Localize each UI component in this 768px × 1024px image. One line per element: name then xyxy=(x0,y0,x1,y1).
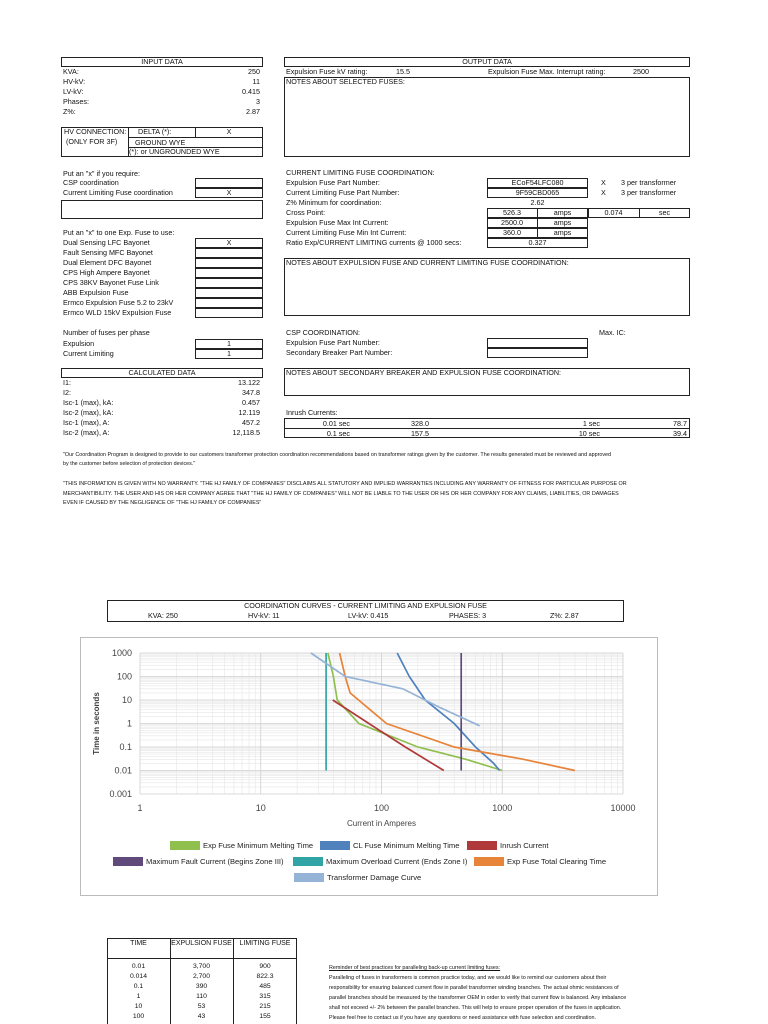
require-item-label: CSP coordination xyxy=(63,178,119,187)
clf-exp-part-note: 3 per transformer xyxy=(621,178,677,187)
input-label: Z%: xyxy=(63,107,76,116)
exp-fuse-label: CPS High Ampere Bayonet xyxy=(63,268,150,277)
x-axis-title: Current in Amperes xyxy=(347,819,416,828)
calculated-label: Isc-2 (max), A: xyxy=(63,428,110,437)
legend-swatch xyxy=(170,841,200,850)
csp-title: CSP COORDINATION: xyxy=(286,328,361,337)
num-fuses-title: Number of fuses per phase xyxy=(63,328,150,337)
reminder-line: responsibility for ensuring balanced current flow in parallel transformer winding branches. The actual ohmic resistances of xyxy=(329,985,619,991)
calculated-label: I1: xyxy=(63,378,71,387)
fuse-table-cell: 10 xyxy=(134,1003,143,1010)
inrush-time: 0.1 sec xyxy=(326,429,350,438)
calculated-label: I2: xyxy=(63,388,71,397)
fuse-table-cell: 53 xyxy=(197,1003,206,1010)
legend-swatch xyxy=(294,873,324,882)
exp-fuse-label: Ermco Expulsion Fuse 5.2 to 23kV xyxy=(63,298,174,307)
fuse-table-cell: 315 xyxy=(259,993,271,1000)
clf-cl-part-mark: X xyxy=(601,188,606,197)
output-data-title: OUTPUT DATA xyxy=(462,57,512,66)
input-label: Phases: xyxy=(63,97,89,106)
input-value[interactable]: 2.87 xyxy=(246,107,260,116)
cross-time-unit: sec xyxy=(658,208,671,217)
inrush-value: 328.0 xyxy=(411,419,429,428)
y-tick-label: 0.001 xyxy=(109,789,132,799)
selected-fuses-notes[interactable] xyxy=(284,77,690,157)
x-tick-label: 10 xyxy=(255,803,266,813)
fuse-table-cell: 215 xyxy=(259,1003,271,1010)
exp-fuse-label: Ermco WLD 15kV Expulsion Fuse xyxy=(63,308,172,317)
clf-exp-part-label: Expulsion Fuse Part Number: xyxy=(286,178,380,187)
csp-exp-label: Expulsion Fuse Part Number: xyxy=(286,338,380,347)
y-tick-label: 1000 xyxy=(111,648,132,658)
fuse-table-cell: 390 xyxy=(195,983,208,990)
legend-swatch xyxy=(320,841,350,850)
hv-connection-label: HV CONNECTION: xyxy=(64,127,127,136)
input-value[interactable]: 11 xyxy=(252,77,260,86)
calculated-value: 347.8 xyxy=(242,388,260,397)
reminder-line: Please feel free to contact us if you have any questions or need assistance with fuse selection and coordination. xyxy=(329,1015,596,1021)
y-tick-label: 0.1 xyxy=(119,742,132,752)
x-tick-label: 100 xyxy=(373,803,390,813)
num-fuses-value: 1 xyxy=(227,339,231,348)
cross-time-value: 0.074 xyxy=(604,208,623,217)
exp-fuse-checkbox[interactable] xyxy=(195,308,263,318)
disclaimer-p2c: EVEN IF CAUSED BY THE NEGLIGENCE OF "THE HJ FAMILY OF COMPANIES" xyxy=(63,500,262,506)
clf-cl-part-note: 3 per transformer xyxy=(621,188,677,197)
ratio-label: Ratio Exp/CURRENT LIMITING currents @ 1000 secs: xyxy=(286,238,462,247)
disclaimer-p1b: by the customer before selection of protection devices." xyxy=(63,461,196,467)
fuse-table-cell: 485 xyxy=(259,983,271,990)
ratio-value: 0.327 xyxy=(528,238,547,247)
csp-sec-input[interactable] xyxy=(487,348,588,358)
require-prompt: Put an "x" if you require: xyxy=(63,169,141,178)
csp-sec-label: Secondary Breaker Part Number: xyxy=(286,348,393,357)
exp-fuse-label: CPS 38KV Bayonet Fuse Link xyxy=(63,278,159,287)
csp-exp-input[interactable] xyxy=(487,338,588,348)
inrush-title: Inrush Currents: xyxy=(286,408,338,417)
legend-swatch xyxy=(474,857,504,866)
fuse-table-cell: 900 xyxy=(259,963,271,970)
exp-fuse-mark: X xyxy=(226,238,232,247)
calculated-value: 0.457 xyxy=(242,398,260,407)
exp-kv-label: Expulsion Fuse kV rating: xyxy=(286,67,368,76)
exp-kv-value: 15.5 xyxy=(396,67,410,76)
series-line-6 xyxy=(340,653,575,771)
y-tick-label: 1 xyxy=(126,718,132,729)
chart-header-title: COORDINATION CURVES - CURRENT LIMITING AND EXPULSION FUSE xyxy=(244,601,487,610)
legend-label: Inrush Current xyxy=(500,841,549,850)
legend-label: Transformer Damage Curve xyxy=(327,873,422,882)
inrush-value: 157.5 xyxy=(411,429,429,438)
legend-swatch xyxy=(293,857,323,866)
calculated-value: 457.2 xyxy=(242,418,260,427)
fuse-table-header: LIMITING FUSE xyxy=(239,940,291,947)
fuse-table-header-divider xyxy=(107,958,297,959)
calculated-label: Isc-1 (max), kA: xyxy=(63,398,114,407)
ground-wye-option[interactable]: GROUND WYE xyxy=(135,138,186,147)
exp-fuse-checkbox[interactable] xyxy=(195,298,263,308)
legend-label: CL Fuse Minimum Melting Time xyxy=(353,841,460,850)
require-item-label: Current Limiting Fuse coordination xyxy=(63,188,173,197)
input-label: KVA: xyxy=(63,67,79,76)
inrush-time: 1 sec xyxy=(582,419,600,428)
exp-fuse-prompt: Put an "x" to one Exp. Fuse to use: xyxy=(63,228,175,237)
disclaimer-p2a: "THIS INFORMATION IS GIVEN WITH NO WARRANTY. "THE HJ FAMILY OF COMPANIES" DISCLAIMS ALL STATUTORY AND IMPLIED WARRANTIES INCLUDING ANY WARRANTY OF FITNESS FOR PARTICULAR PURPOSE OR xyxy=(63,481,627,487)
max-int-label: Expulsion Fuse Max Int Current: xyxy=(286,218,389,227)
num-fuses-label: Current Limiting xyxy=(63,349,114,358)
max-int-value: 2500.0 xyxy=(501,218,523,227)
legend-swatch xyxy=(113,857,143,866)
calculated-label: Isc-2 (max), kA: xyxy=(63,408,114,417)
csp-notes-label: NOTES ABOUT SECONDARY BREAKER AND EXPULSION FUSE COORDINATION: xyxy=(286,368,562,377)
fuse-table-cell: 155 xyxy=(259,1013,271,1020)
clf-exp-part-value: ECoF54LFC080 xyxy=(511,178,564,187)
clf-cl-part-label: Current Limiting Fuse Part Number: xyxy=(286,188,400,197)
clf-notes-label: NOTES ABOUT EXPULSION FUSE AND CURRENT LIMITING FUSE COORDINATION: xyxy=(286,258,569,267)
chart-header-lv: LV-kV: 0.415 xyxy=(348,611,389,620)
fuse-table-cell: 0.014 xyxy=(129,973,147,980)
inrush-time: 10 sec xyxy=(578,429,600,438)
y-tick-label: 100 xyxy=(116,671,132,682)
cross-point-label: Cross Point: xyxy=(286,208,326,217)
hv-connection-sublabel: (ONLY FOR 3F) xyxy=(66,137,118,146)
disclaimer-p1a: "Our Coordination Program is designed to provide to our customers transformer protection coordination recommendations based on transformer ratings given by the customer. The results generated must be reviewed and approved xyxy=(63,452,612,458)
legend-swatch xyxy=(467,841,497,850)
require-item-checkbox[interactable] xyxy=(195,178,263,188)
input-value[interactable]: 250 xyxy=(248,67,260,76)
exp-fuse-checkbox[interactable] xyxy=(195,268,263,278)
calculated-data-title: CALCULATED DATA xyxy=(128,368,196,377)
cross-point-value: 526.3 xyxy=(503,208,521,217)
y-tick-label: 0.01 xyxy=(114,765,132,776)
legend-label: Exp Fuse Minimum Melting Time xyxy=(203,841,314,850)
min-int-value: 360.0 xyxy=(503,228,521,237)
chart-header-phases: PHASES: 3 xyxy=(449,611,487,620)
legend-label: Maximum Overload Current (Ends Zone I) xyxy=(326,857,468,866)
calculated-value: 12,118.5 xyxy=(232,428,260,437)
y-tick-label: 10 xyxy=(121,695,132,705)
legend-label: Exp Fuse Total Clearing Time xyxy=(507,857,607,866)
inrush-time: 0.01 sec xyxy=(322,419,350,428)
interrupt-label: Expulsion Fuse Max. Interrupt rating: xyxy=(488,67,606,76)
exp-fuse-checkbox[interactable] xyxy=(195,248,263,258)
zmin-value: 2.62 xyxy=(530,198,545,207)
exp-fuse-checkbox[interactable] xyxy=(195,258,263,268)
max-int-unit: amps xyxy=(553,218,572,227)
y-axis-title: Time in seconds xyxy=(92,692,101,755)
fuse-table-header: TIME xyxy=(130,940,147,947)
fuse-table-cell: 0.1 xyxy=(133,983,144,990)
delta-mark[interactable]: X xyxy=(226,127,232,136)
interrupt-value: 2500 xyxy=(633,67,649,76)
exp-fuse-label: ABB Expulsion Fuse xyxy=(63,288,129,297)
chart-header-hv: HV-kV: 11 xyxy=(248,611,280,620)
fuse-table-cell: 1 xyxy=(136,993,141,1000)
series-line-3 xyxy=(333,700,444,771)
fuse-table-cell: 43 xyxy=(197,1013,206,1020)
input-label: HV-kV: xyxy=(63,77,86,86)
fuse-table-cell: 100 xyxy=(132,1013,145,1020)
zmin-label: Z% Minimum for coordination: xyxy=(286,198,382,207)
fuse-table-cell: 822.3 xyxy=(256,973,274,980)
clf-cl-part-value: 9F59CBD065 xyxy=(515,188,560,197)
x-tick-label: 1 xyxy=(137,803,143,813)
exp-fuse-checkbox[interactable] xyxy=(195,278,263,288)
input-value[interactable]: 3 xyxy=(256,97,260,106)
num-fuses-value: 1 xyxy=(227,349,231,358)
fuse-table-header: EXPULSION FUSE xyxy=(171,940,232,947)
disclaimer-p2b: MERCHANTIBILITY. THE USER AND HIS OR HER COMPANY AGREE THAT "THE HJ FAMILY OF COMPANIES" WILL NOT BE LIABLE TO THE USER OR HIS OR HER COMPANY FOR ANY CLAIMS, LIABILITIES, OR DAMAGES xyxy=(63,491,619,497)
clf-title: CURRENT LIMITING FUSE COORDINATION: xyxy=(286,168,435,177)
reminder-line: parallel branches should be measured by the transformer OEM in order to verify that current flow is balanced. Any imbalance xyxy=(329,995,627,1001)
chart-header-kva: KVA: 250 xyxy=(148,611,178,620)
fuse-table-cell: 110 xyxy=(196,993,207,1000)
inrush-value: 39.4 xyxy=(673,429,687,438)
require-notes-box[interactable] xyxy=(61,200,263,219)
exp-fuse-label: Dual Element DFC Bayonet xyxy=(63,258,152,267)
legend-label: Maximum Fault Current (Begins Zone III) xyxy=(146,857,284,866)
input-label: LV-kV: xyxy=(63,87,84,96)
clf-exp-part-mark: X xyxy=(601,178,606,187)
delta-option: DELTA (*): xyxy=(138,127,172,136)
exp-fuse-label: Dual Sensing LFC Bayonet xyxy=(63,238,150,247)
fuse-table-cell: 0.01 xyxy=(131,963,146,970)
min-int-label: Current Limiting Fuse Min Int Current: xyxy=(286,228,407,237)
reminder-line: shall not exceed +/- 2% between the parallel branches. This will help to ensure proper operation of the fuses in application. xyxy=(329,1005,622,1011)
input-value[interactable]: 0.415 xyxy=(242,87,260,96)
x-tick-label: 10000 xyxy=(610,803,636,813)
ungrounded-wye-option: (*): or UNGROUNDED WYE xyxy=(129,147,220,156)
calculated-value: 13.122 xyxy=(238,378,260,387)
reminder-line: Paralleling of fuses in transformers is common practice today, and we would like to remind our customers about their xyxy=(329,975,607,981)
calculated-label: Isc-1 (max), A: xyxy=(63,418,110,427)
min-int-unit: amps xyxy=(553,228,572,237)
exp-fuse-label: Fault Sensing MFC Bayonet xyxy=(63,248,153,257)
reminder-title: Reminder of best practices for paralleling back-up current limiting fuses: xyxy=(329,965,501,971)
max-ic-label: Max. IC: xyxy=(599,328,626,337)
input-data-title: INPUT DATA xyxy=(141,57,183,66)
x-tick-label: 1000 xyxy=(492,803,513,813)
calculated-value: 12.119 xyxy=(238,408,260,417)
exp-fuse-checkbox[interactable] xyxy=(195,288,263,298)
require-item-mark: X xyxy=(226,188,232,197)
num-fuses-label: Expulsion xyxy=(63,339,95,348)
fuse-table-cell: 2,700 xyxy=(192,973,210,980)
inrush-value: 78.7 xyxy=(673,419,687,428)
chart-header-z: Z%: 2.87 xyxy=(550,611,579,620)
fuse-table-cell: 3,700 xyxy=(192,963,210,970)
inrush-divider xyxy=(284,428,690,429)
selected-fuses-notes-label: NOTES ABOUT SELECTED FUSES: xyxy=(286,77,405,86)
cross-point-unit: amps xyxy=(553,208,572,217)
